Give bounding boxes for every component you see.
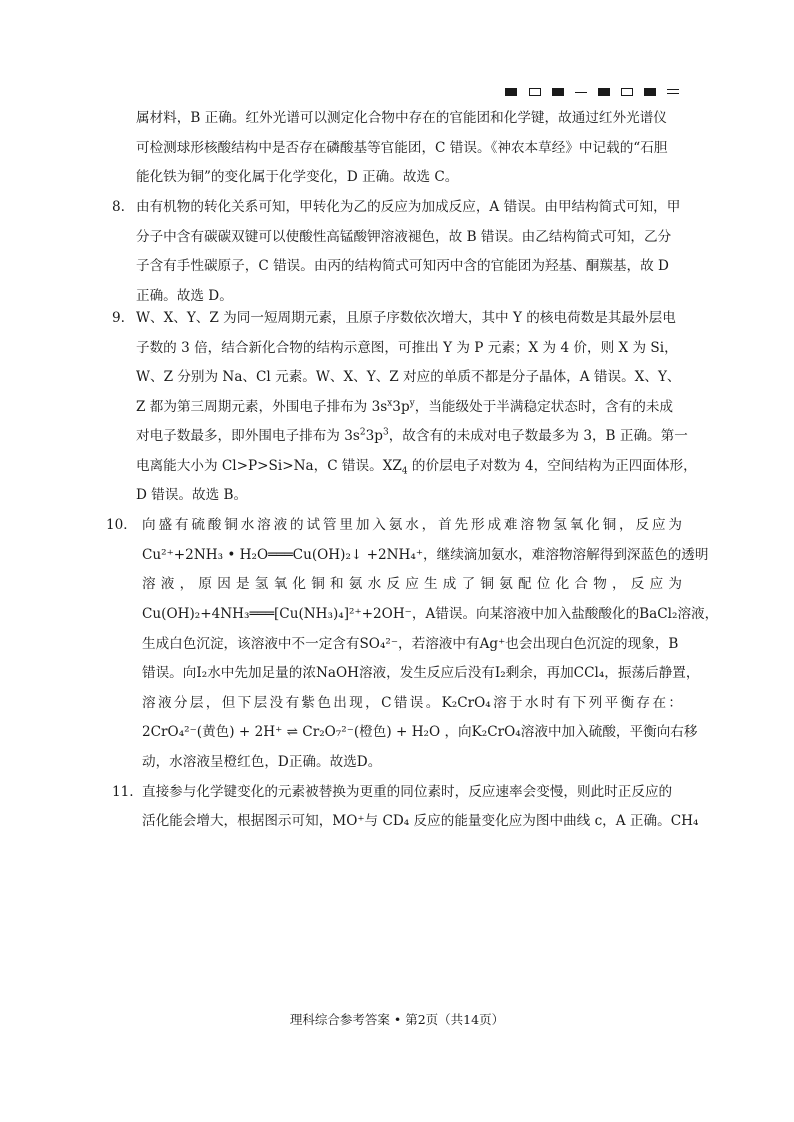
question-number-9: 9. [112,310,125,326]
text-segment: 对电子数最多，即外围电子排布为 3s [136,428,360,444]
question-number-11: 11. [112,784,134,800]
text-line: 生成白色沉淀，该溶液中不一定含有SO₄²⁻，若溶液中有Ag⁺也会出现白色沉淀的现象，B [142,636,679,652]
header-mark [552,88,564,96]
subscript: 4 [401,466,408,477]
text-segment: 电离能大小为 Cl>P>Si>Na，C 错误。XZ [136,458,402,474]
header-mark [575,92,587,93]
text-line: 属材料，B 正确。红外光谱可以测定化合物中存在的官能团和化学键，故通过红外光谱仪 [136,110,667,126]
text-line: 2CrO₄²⁻(黄色) + 2H⁺ ⇌ Cr₂O₇²⁻(橙色) + H₂O ，向K₂CrO₄溶液中加入硫酸，平衡向右移 [142,724,698,740]
question-number-8: 8. [112,199,125,215]
text-segment: ，当能级处于半满稳定状态时，含有的未成 [414,399,674,415]
text-line: 活化能会增大，根据图示可知，MO⁺与 CD₄ 反应的能量变化应为图中曲线 c，A 正确。CH₄ [142,813,699,829]
superscript: y [409,398,415,409]
text-line: W、Z 分别为 Na、Cl 元素。W、X、Y、Z 对应的单质不都是分子晶体，A 错误。X、Y、 [136,369,681,385]
text-line: Cu²⁺+2NH₃ • H₂O═══Cu(OH)₂↓ +2NH₄⁺，继续滴加氨水，难溶物溶解得到深蓝色的透明 [142,547,709,563]
superscript: x [387,398,393,409]
text-line: 溶液，原因是氢氧化铜和氨水反应生成了铜氨配位化合物，反应为 [142,576,682,592]
header-decoration-marks [505,88,683,100]
header-mark [667,89,679,94]
text-line: 溶液分层，但下层没有紫色出现，C错误。K₂CrO₄溶于水时有下列平衡存在： [142,695,682,711]
text-segment: Z 都为第三周期元素，外围电子排布为 3s [136,399,388,415]
header-mark [505,88,517,96]
text-line: 分子中含有碳碳双键可以使酸性高锰酸钾溶液褪色，故 B 错误。由乙结构简式可知，乙分 [136,229,672,245]
page-footer: 理科综合参考答案 • 第2页（共14页） [289,1012,505,1027]
text-line: D 错误。故选 B。 [136,487,248,503]
text-line: Cu(OH)₂+4NH₃═══[Cu(NH₃)₄]²⁺+2OH⁻，A错误。向某溶液中加入盐酸酸化的BaCl₂溶液， [142,606,719,622]
header-mark [621,88,633,96]
header-mark [598,88,610,96]
header-mark [529,88,541,96]
text-line: 可检测球形核酸结构中是否存在磷酸基等官能团，C 错误。《神农本草经》中记载的“石胆 [136,140,668,156]
text-line: 动，水溶液呈橙红色，D正确。故选D。 [142,754,382,770]
header-mark [644,88,656,96]
text-segment: 3p [365,428,383,444]
question-number-10: 10． [106,517,137,533]
text-line: 直接参与化学键变化的元素被替换为更重的同位素时，反应速率会变慢，则此时正反应的 [142,784,673,800]
text-segment: 3p [392,399,410,415]
text-line: 错误。向I₂水中先加足量的浓NaOH溶液，发生反应后没有I₂剩余，再加CCl₄，振荡后静置， [142,665,700,681]
text-line: W、X、Y、Z 为同一短周期元素，且原子序数依次增大，其中 Y 的核电荷数是其最外层电 [136,310,676,326]
text-line [136,425,688,447]
superscript: 2 [359,427,366,438]
text-line: 能化铁为铜”的变化属于化学变化，D 正确。故选 C。 [136,169,459,185]
text-segment: ，故含有的未成对电子数最多为 3，B 正确。第一 [388,428,688,444]
text-line: 子数的 3 倍，结合新化合物的结构示意图，可推出 Y 为 P 元素；X 为 4 价，则 X 为 Si， [136,340,678,356]
text-segment: 的价层电子对数为 4，空间结构为正四面体形， [407,458,697,474]
text-line [136,455,697,477]
superscript: 3 [382,427,389,438]
text-line [136,396,673,418]
text-line: 子含有手性碳原子，C 错误。由丙的结构简式可知丙中含的官能团为羟基、酮羰基，故 D [136,258,669,274]
text-line: 向盛有硫酸铜水溶液的试管里加入氨水，首先形成难溶物氢氧化铜，反应为 [142,517,682,533]
text-line: 由有机物的转化关系可知，甲转化为乙的反应为加成反应，A 错误。由甲结构简式可知，甲 [136,199,681,215]
text-line: 正确。故选 D。 [136,288,233,304]
